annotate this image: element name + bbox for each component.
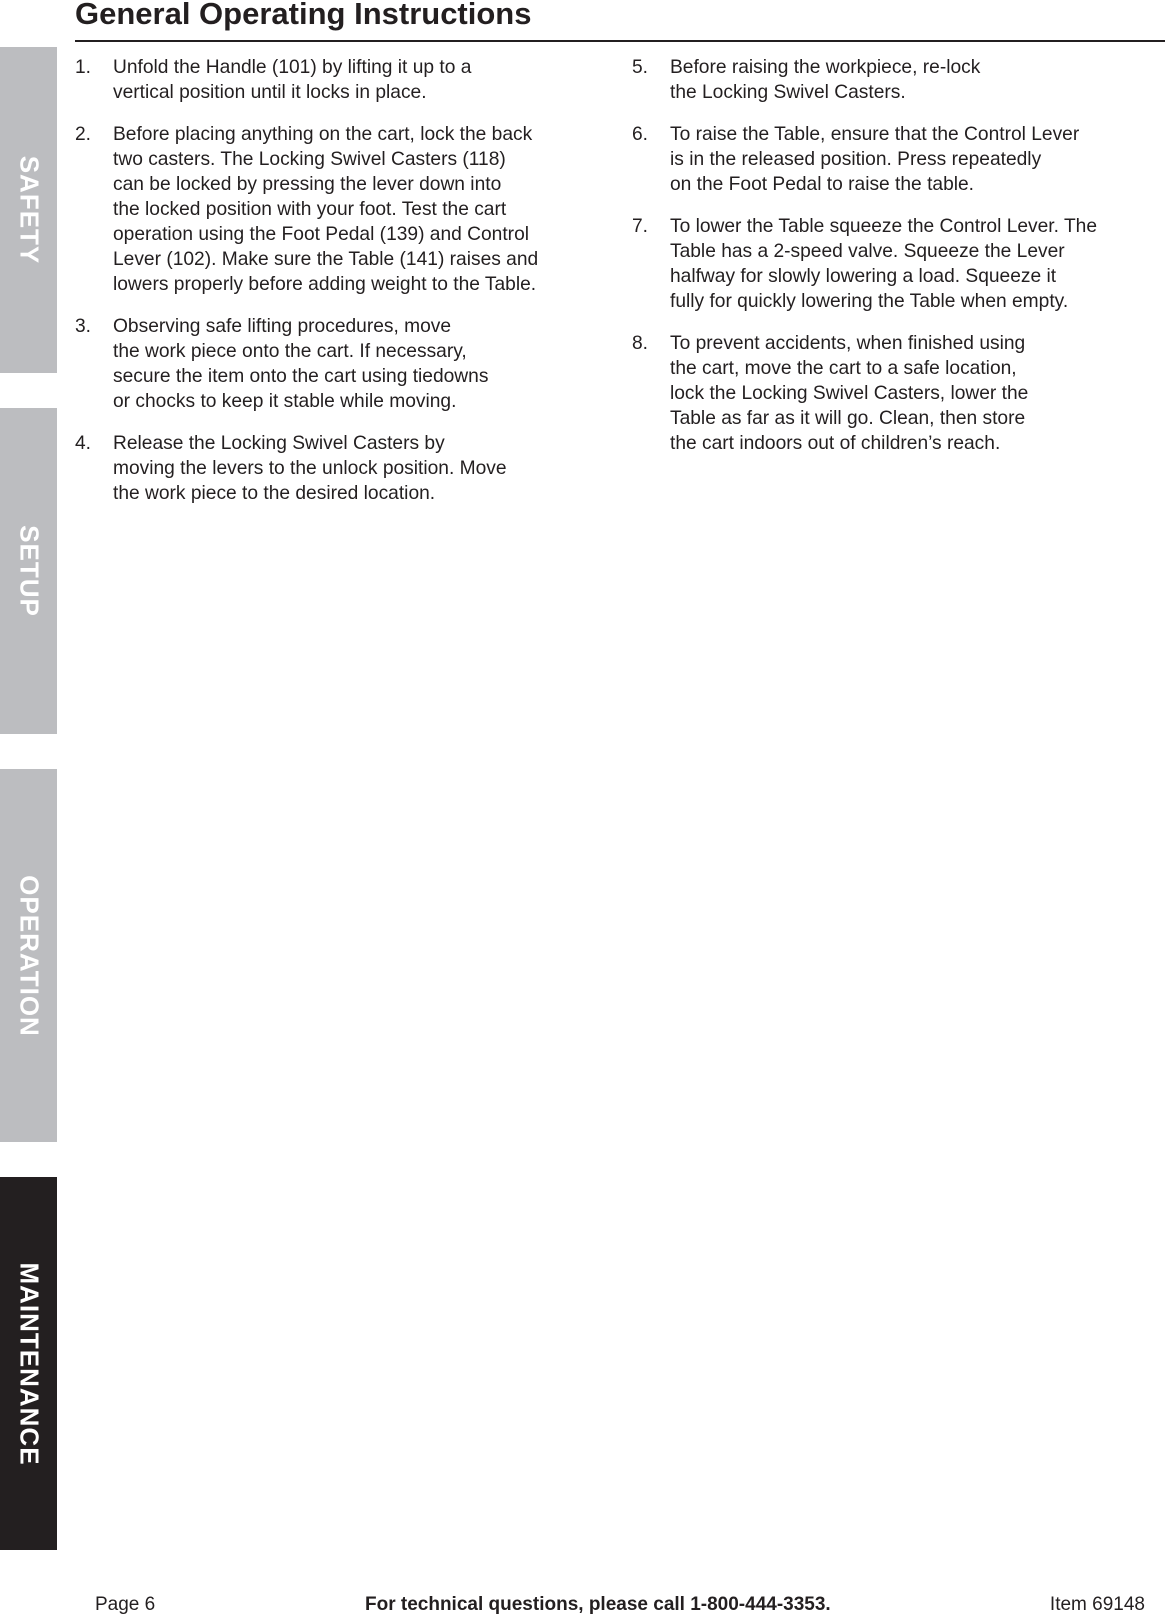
step-number: 4. [75,433,92,454]
side-tab-maintenance [0,1177,57,1550]
step-number: 7. [632,216,649,237]
instruction-step-2 [75,122,595,297]
step-text: To lower the Table squeeze the Control Lever. The Table has a 2-speed valve. Squeeze the Lever halfway for slowly lowering a load. Squeeze it fully for quickly lowering the Table when empty. [670,216,1098,312]
step-number: 1. [75,57,92,78]
step-number: 5. [632,57,649,78]
instruction-step-6 [632,122,1152,197]
instruction-step-1 [75,55,595,105]
side-tab-label: MAINTENANCE [14,1261,44,1466]
step-text: To prevent accidents, when finished using the cart, move the cart to a safe location, lock the Locking Swivel Casters, lower the Table as far as it will go. Clean, then store the cart indoors out of children’s reach. [670,333,1029,454]
step-number: 6. [632,124,649,145]
instruction-step-3 [75,314,595,414]
instruction-list-right [632,55,1152,456]
step-number: 2. [75,124,92,145]
instruction-step-4 [75,431,595,506]
instructions-right-column [632,55,1152,473]
step-number: 8. [632,333,649,354]
step-text: Release the Locking Swivel Casters by moving the levers to the unlock position. Move the work piece to the desired location. [113,433,507,504]
step-text: Unfold the Handle (101) by lifting it up to a vertical position until it locks in place. [113,57,472,103]
side-tab-label: OPERATION [14,874,44,1037]
step-number: 3. [75,316,92,337]
instruction-step-7 [632,214,1152,314]
side-tab-safety [0,47,57,373]
instructions-left-column [75,55,595,523]
side-tab-setup [0,408,57,734]
instruction-list-left [75,55,595,506]
step-text: To raise the Table, ensure that the Control Lever is in the released position. Press repeatedly on the Foot Pedal to raise the table. [670,124,1080,195]
side-tab-label: SETUP [14,525,44,617]
side-tab-operation [0,769,57,1142]
footer-tech-support: For technical questions, please call 1-800-444-3353. [365,1594,831,1615]
step-text: Before placing anything on the cart, lock the back two casters. The Locking Swivel Casters (118) can be locked by pressing the lever down into the locked position with your foot. Test the cart operation using the Foot Pedal (139) and Control Lever (102). Make sure the Table (141) raises and lowers properly before adding weight to the Table. [113,124,539,295]
title-divider [75,40,1165,42]
step-text: Before raising the workpiece, re-lock the Locking Swivel Casters. [670,57,981,103]
instruction-step-5 [632,55,1152,105]
footer-page-number: Page 6 [95,1594,156,1615]
step-text: Observing safe lifting procedures, move the work piece onto the cart. If necessary, secure the item onto the cart using tiedowns or chocks to keep it stable while moving. [113,316,489,412]
instruction-step-8 [632,331,1152,456]
page-title: General Operating Instructions [75,0,532,31]
footer-item-number: Item 69148 [1049,1594,1145,1615]
side-tab-label: SAFETY [14,155,44,265]
